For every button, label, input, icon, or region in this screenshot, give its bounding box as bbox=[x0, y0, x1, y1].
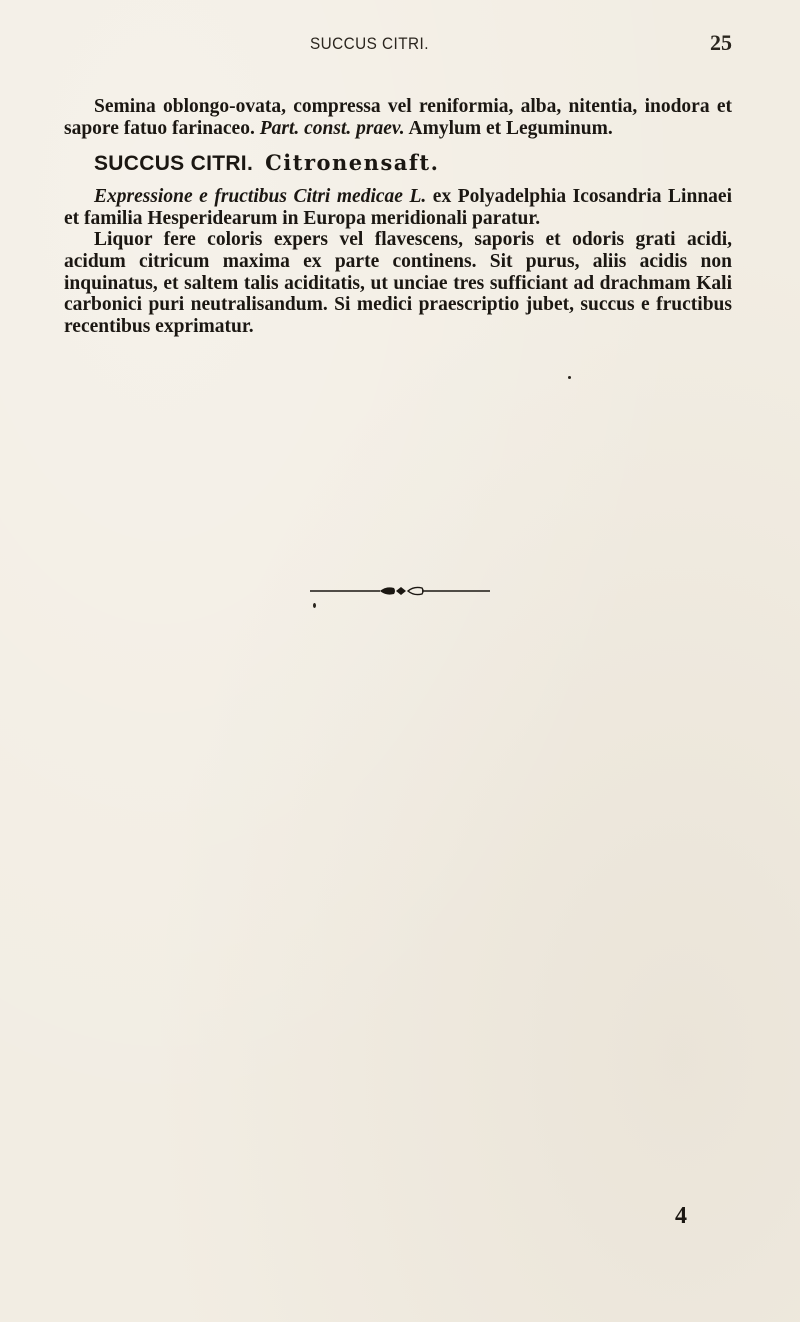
print-speck bbox=[313, 603, 316, 608]
paragraph-expressione-italic: Expressione e fructibus Citri medicae L. bbox=[94, 186, 427, 208]
paragraph-semina-italic: Part. const. praev. bbox=[259, 117, 405, 139]
section-heading bbox=[64, 151, 732, 176]
paragraph-expressione-text: ex Polyadelphia Icosandria Linnaei et familia Hesperidearum in Europa meridionali paratur. bbox=[64, 186, 732, 229]
page-number: 25 bbox=[710, 30, 732, 55]
signature-mark: 4 bbox=[675, 1203, 687, 1229]
body-text bbox=[64, 96, 732, 337]
running-title: SUCCUS CITRI. bbox=[310, 34, 429, 53]
print-speck bbox=[568, 376, 571, 379]
section-heading-latin: SUCCUS CITRI. bbox=[94, 152, 254, 176]
section-heading-german: Citronensaft. bbox=[265, 150, 440, 176]
ornament-rule bbox=[310, 584, 490, 598]
paragraph-semina bbox=[64, 96, 732, 139]
paragraph-semina-text: Semina oblongo-ovata, compressa vel reniformia, alba, nitentia, inodora et sapore fatuo farinaceo. bbox=[64, 96, 732, 139]
running-head bbox=[0, 28, 800, 58]
paragraph-expressione bbox=[64, 186, 732, 229]
paragraph-semina-text-end: Amylum et Leguminum. bbox=[404, 117, 613, 139]
paragraph-liquor: Liquor fere coloris expers vel flavescens, saporis et odoris grati acidi, acidum citricum maxima ex parte continens. Sit purus, aliis acidis non inquinatus, et saltem talis aciditatis, ut unciae tres sufficiant ad drachmam Kali carbonici puri neutralisandum. Si medici praescriptio jubet, succus e fructibus recentibus exprimatur. bbox=[64, 229, 732, 337]
